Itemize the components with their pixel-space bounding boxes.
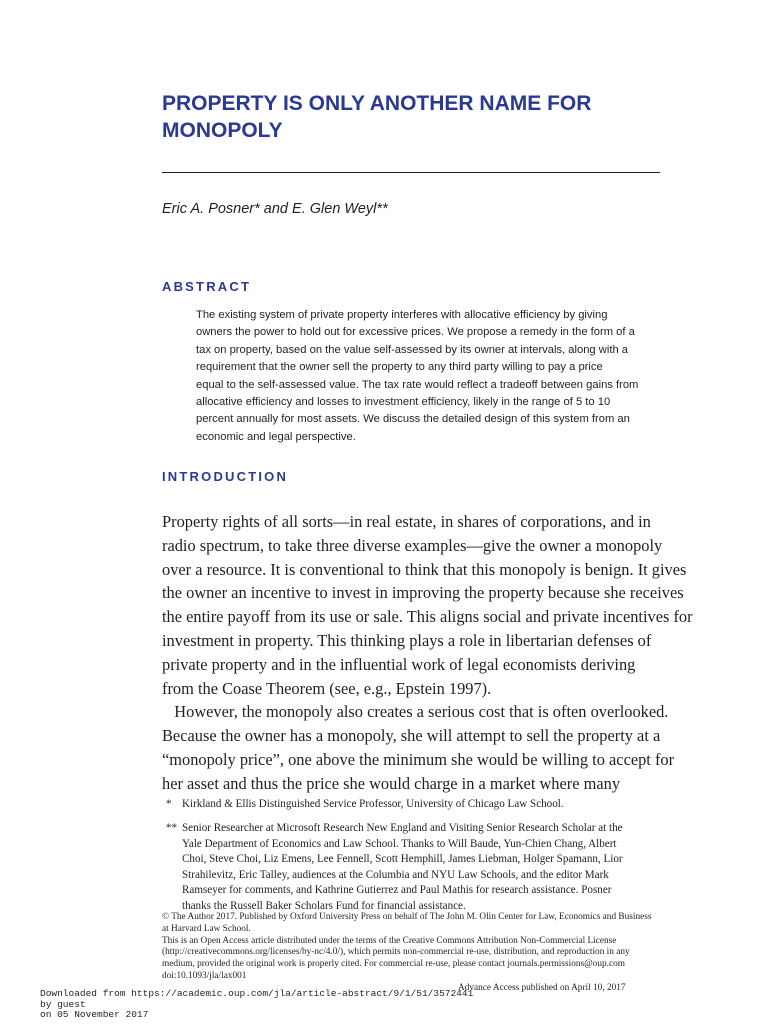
copyright-line: © The Author 2017. Published by Oxford University Press on behalf of The John M. Olin Center for Law, Economics and Business	[162, 912, 652, 922]
abstract-line: economic and legal perspective.	[196, 430, 356, 443]
footnote-line: Senior Researcher at Microsoft Research New England and Visiting Senior Research Scholar at the	[182, 822, 623, 834]
footnote-line: Strahilevitz, Eric Talley, audiences at the Columbia and NYU Law Schools, and the editor Mark	[182, 868, 609, 881]
abstract-text	[196, 307, 639, 446]
footnote-mark: *	[166, 798, 172, 810]
abstract-line: percent annually for most assets. We discuss the detailed design of this system from an	[196, 413, 630, 426]
download-line: by guest	[40, 998, 86, 1010]
body-line: the entire payoff from its use or sale. This aligns social and private incentives for	[162, 607, 693, 627]
download-line: Downloaded from https://academic.oup.com/jla/article-abstract/9/1/51/3572441	[40, 988, 474, 999]
download-line: on 05 November 2017	[40, 1009, 149, 1020]
body-line: her asset and thus the price she would charge in a market where many	[162, 773, 621, 793]
body-line: investment in property. This thinking plays a role in libertarian defenses of	[162, 630, 652, 650]
footnote-line: Yale Department of Economics and Law School. Thanks to Will Baude, Yun-Chien Chang, Albert	[182, 837, 617, 850]
copyright-notice	[162, 912, 662, 983]
abstract-line: allocative efficiency and losses to investment efficiency, likely in the range of 5 to 10	[196, 396, 611, 409]
footnote-mark: **	[166, 822, 178, 834]
copyright-line: at Harvard Law School.	[162, 923, 251, 934]
body-line: Because the owner has a monopoly, she will attempt to sell the property at a	[162, 726, 661, 746]
abstract-line: The existing system of private property interferes with allocative efficiency by giving	[196, 309, 608, 321]
author-line: Eric A. Posner* and E. Glen Weyl**	[162, 201, 388, 217]
abstract-line: owners the power to hold out for excessive prices. We propose a remedy in the form of a	[196, 326, 635, 339]
advance-access-note: Advance Access published on April 10, 2017	[458, 983, 626, 993]
body-line: Property rights of all sorts—in real estate, in shares of corporations, and in	[162, 512, 651, 531]
footnote-line: thanks the Russell Baker Scholars Fund for financial assistance.	[182, 899, 466, 912]
footnote-line: Choi, Steve Choi, Liz Emens, Lee Fennell, Scott Hemphill, James Liebman, Holger Spamann, Lior	[182, 853, 623, 866]
body-line: from the Coase Theorem (see, e.g., Epstein 1997).	[162, 678, 492, 698]
copyright-line: This is an Open Access article distributed under the terms of the Creative Commons Attribution Non-Commercial License	[162, 935, 617, 946]
footnote-text	[182, 821, 662, 915]
body-line: “monopoly price”, one above the minimum she would be willing to accept for	[162, 749, 675, 769]
abstract-heading: ABSTRACT	[162, 279, 252, 294]
footnote-line: Kirkland & Ellis Distinguished Service Professor, University of Chicago Law School.	[182, 798, 564, 810]
footnote-text	[182, 797, 662, 813]
abstract-line: equal to the self-assessed value. The tax rate would reflect a tradeoff between gains from	[196, 378, 639, 391]
title-line: PROPERTY IS ONLY ANOTHER NAME FOR	[162, 92, 592, 115]
doi-line: doi:10.1093/jla/lax001	[162, 970, 247, 981]
title-line: MONOPOLY	[162, 119, 283, 142]
body-line: radio spectrum, to take three diverse examples—give the owner a monopoly	[162, 535, 663, 555]
footnote-line: Ramseyer for comments, and Kathrine Gutierrez and Paul Mathis for research assistance. Posner	[182, 884, 612, 897]
introduction-heading: INTRODUCTION	[162, 469, 289, 484]
body-line: private property and in the influential work of legal economists deriving	[162, 654, 636, 674]
introduction-body	[162, 510, 693, 796]
body-line: over a resource. It is conventional to think that this monopoly is benign. It gives	[162, 559, 687, 579]
abstract-line: tax on property, based on the value self-assessed by its owner at intervals, along with a	[196, 343, 628, 356]
download-stamp	[40, 989, 473, 1021]
article-title	[162, 90, 662, 144]
abstract-line: requirement that the owner sell the property to any third party willing to pay a price	[196, 361, 603, 374]
body-line: the owner an incentive to invest in improving the property because she receives	[162, 583, 684, 603]
copyright-line: (http://creativecommons.org/licenses/by-nc/4.0/), which permits non-commercial re-use, distribution, and reproduction in any	[162, 947, 630, 958]
title-divider	[162, 172, 660, 173]
copyright-line: medium, provided the original work is properly cited. For commercial re-use, please contact journals.permissions@oup.com	[162, 959, 625, 970]
body-line: However, the monopoly also creates a serious cost that is often overlooked.	[162, 702, 669, 722]
